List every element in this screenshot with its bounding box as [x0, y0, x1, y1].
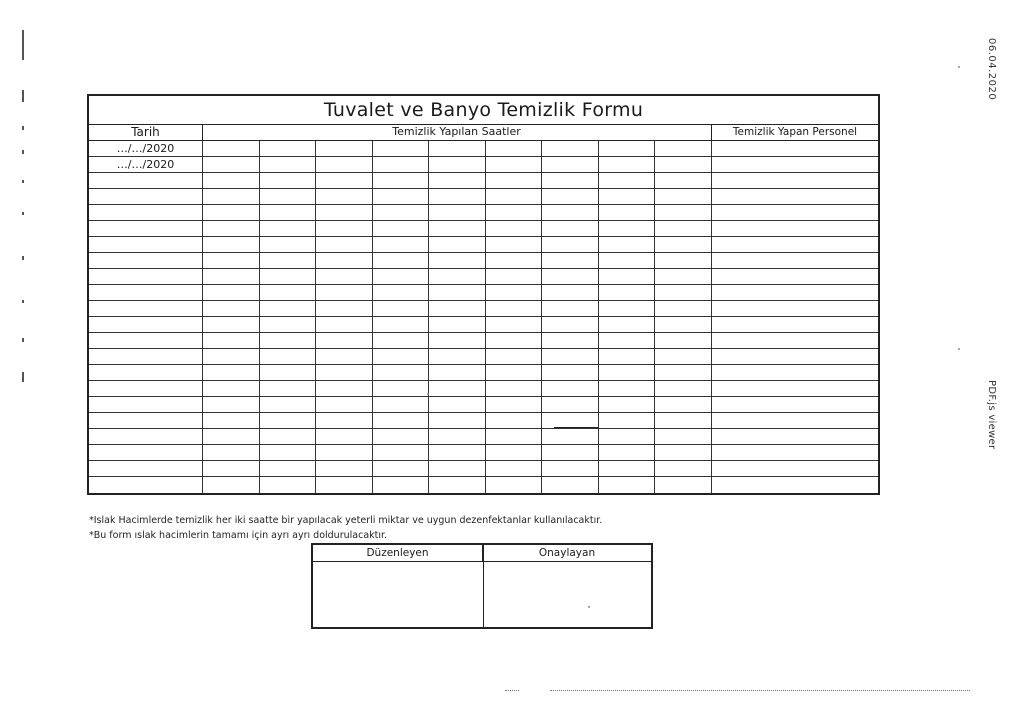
- signature-table: [311, 543, 653, 629]
- viewer-label: PDF.js viewer: [986, 380, 997, 450]
- table-row: [89, 141, 878, 477]
- column-divider: [541, 141, 542, 493]
- note-separate-forms: *Bu form ıslak hacimlerin tamamı için ayrı ayrı doldurulacaktır.: [89, 530, 388, 541]
- scan-dots: [505, 690, 519, 693]
- scan-dots: [550, 690, 970, 693]
- column-divider: [654, 141, 655, 493]
- column-divider: [372, 141, 373, 493]
- column-divider: [259, 141, 260, 493]
- column-divider: [711, 141, 712, 493]
- header-cleaning-staff: Temizlik Yapan Personel: [732, 126, 858, 138]
- scan-edge-marks: [14, 20, 34, 400]
- column-divider: [598, 141, 599, 493]
- scan-speck: [427, 393, 429, 395]
- column-divider: [485, 141, 486, 493]
- form-grid: [89, 141, 878, 493]
- column-divider: [315, 141, 316, 493]
- date-cell-2: …/…/2020: [116, 158, 175, 171]
- column-divider: [428, 141, 429, 493]
- signature-divider: [483, 545, 484, 627]
- header-row: [89, 124, 878, 141]
- header-date: Tarih: [89, 124, 203, 140]
- prepared-by-header: Düzenleyen: [313, 545, 483, 562]
- date-cell-1: …/…/2020: [116, 142, 175, 155]
- scan-speck: [958, 348, 960, 350]
- form-title: Tuvalet ve Banyo Temizlik Formu: [89, 96, 878, 125]
- scan-speck: [958, 66, 960, 68]
- cleaning-form-table: [87, 94, 880, 495]
- column-divider: [202, 141, 203, 493]
- approved-by-header: Onaylayan: [483, 545, 651, 562]
- scan-date-stamp: 06.04.2020: [986, 38, 997, 101]
- scan-speck: [588, 606, 590, 608]
- note-frequency: *Islak Hacimlerde temizlik her iki saatte bir yapılacak yeterli miktar ve uygun dezenfektanlar kullanılacaktır.: [89, 515, 603, 526]
- header-cleaning-hours: Temizlik Yapılan Saatler: [202, 124, 712, 140]
